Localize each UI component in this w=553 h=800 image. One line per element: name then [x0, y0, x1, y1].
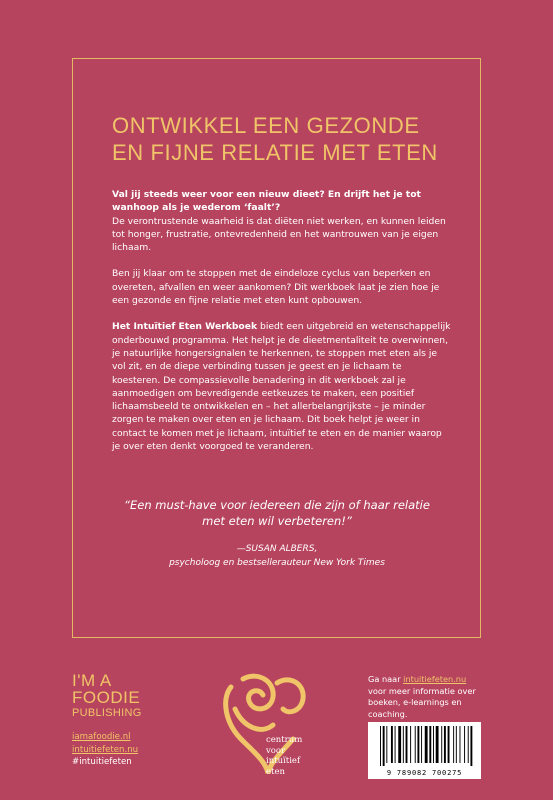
barcode-bar — [468, 726, 469, 763]
paragraph-intro — [112, 188, 452, 254]
center-line-3: intuïtief — [266, 756, 301, 766]
logo-line-3: PUBLISHING — [72, 707, 142, 719]
barcode-bar — [470, 726, 472, 766]
barcode-bar — [398, 726, 401, 763]
intro-question: Val jij steeds weer voor een nieuw dieet? En drijft het je tot wanhoop als je wederom ‘faalt’? — [112, 189, 421, 214]
link-iamafoodie[interactable]: iamafoodie.nl — [72, 732, 131, 742]
barcode-number: 9 789082 700275 — [386, 769, 463, 777]
barcode-bar — [453, 726, 454, 763]
barcode-bar — [425, 726, 428, 763]
barcode-bar — [410, 726, 411, 763]
center-line-1: centrum — [266, 735, 303, 745]
info-text — [368, 674, 483, 720]
logo-line-2: FOODIE — [72, 688, 141, 707]
quote-author: —SUSAN ALBERS, — [236, 544, 318, 554]
intro-text: De verontrustende waarheid is dat diëten niet werken, en kunnen leiden tot honger, frustratie, ontevredenheid en het wantrouwen van je eigen lichaam. — [112, 215, 446, 254]
barcode — [368, 722, 481, 779]
barcode-bar — [441, 726, 442, 763]
publisher-links — [72, 731, 138, 769]
center-logo-text — [266, 735, 302, 777]
workbook-text: biedt een uitgebreid en wetenschappelijk onderbouwd programma. Het helpt je de dieetmentaliteit te overwinnen, je natuurlijke hongersignalen te herkennen, te stoppen met eten als je vol zit, en de diepe verbinding tussen je geest en je lichaam te koesteren. De compassievolle benadering in dit werkboek zal je aanmoedigen om bevredigende eetkeuzes te maken, een positief lichaamsbeeld te ontwikkelen en – het allerbelangrijkste – je minder zorgen te maken over eten en je lichaam. Dit boek helpt je weer in contact te komen met je lichaam, intuïtief te eten en de manier waarop je over eten denkt voorgoed te veranderen. — [112, 321, 451, 453]
paragraph-cycle — [112, 267, 452, 307]
barcode-bar — [403, 726, 404, 763]
barcode-bar — [448, 726, 450, 763]
barcode-bar — [415, 726, 416, 763]
info-prefix: Ga naar — [368, 674, 404, 684]
quote-role: psycholoog en bestsellerauteur — [169, 557, 314, 568]
headline — [112, 112, 452, 166]
barcode-bar — [444, 726, 446, 763]
publisher-logo — [72, 672, 152, 720]
barcode-bar — [421, 726, 422, 763]
workbook-title: Het Intuïtief Eten Werkboek — [112, 321, 258, 333]
quote-role-source: New York Times — [313, 557, 385, 568]
barcode-bar — [380, 726, 381, 766]
logo-line-1: I'M A — [72, 671, 112, 690]
body-text — [112, 188, 452, 466]
barcode-bar — [433, 726, 434, 763]
hashtag: #intuitiefeten — [72, 757, 132, 767]
testimonial-quote: “Een must-have voor iedereen die zijn of haar relatie met eten wil verbeteren!” — [124, 498, 430, 528]
cycle-text: Ben jij klaar om te stoppen met de eindeloze cyclus van beperken en overeten, afvallen en weer aankomen? Dit werkboek laat je zien hoe je een gezonde en fijne relatie met eten kunt opbouwen. — [112, 268, 440, 307]
barcode-bar — [386, 726, 387, 763]
barcode-bar — [391, 726, 393, 763]
barcode-bar — [460, 726, 461, 763]
testimonial-attribution — [112, 543, 442, 570]
barcode-bar — [429, 726, 431, 763]
headline-line-1: ONTWIKKEL EEN GEZONDE — [112, 113, 420, 138]
barcode-bar — [417, 726, 419, 763]
barcode-bar — [464, 726, 465, 763]
link-intuitiefeten[interactable]: intuitiefeten.nu — [72, 744, 139, 755]
barcode-bar — [406, 726, 408, 763]
barcode-bar — [456, 726, 457, 763]
info-link[interactable]: intuitiefeten.nu — [403, 674, 467, 684]
center-line-2: voor — [266, 745, 286, 756]
barcode-bar — [436, 726, 439, 763]
info-suffix: voor meer informatie over boeken, e-learnings en coaching. — [368, 685, 476, 719]
barcode-bar — [383, 726, 385, 766]
paragraph-workbook — [112, 320, 452, 453]
barcode-bar — [395, 726, 396, 763]
center-line-4: eten — [266, 766, 285, 777]
headline-line-2: EN FIJNE RELATIE MET ETEN — [112, 140, 438, 165]
barcode-bars — [368, 722, 481, 767]
